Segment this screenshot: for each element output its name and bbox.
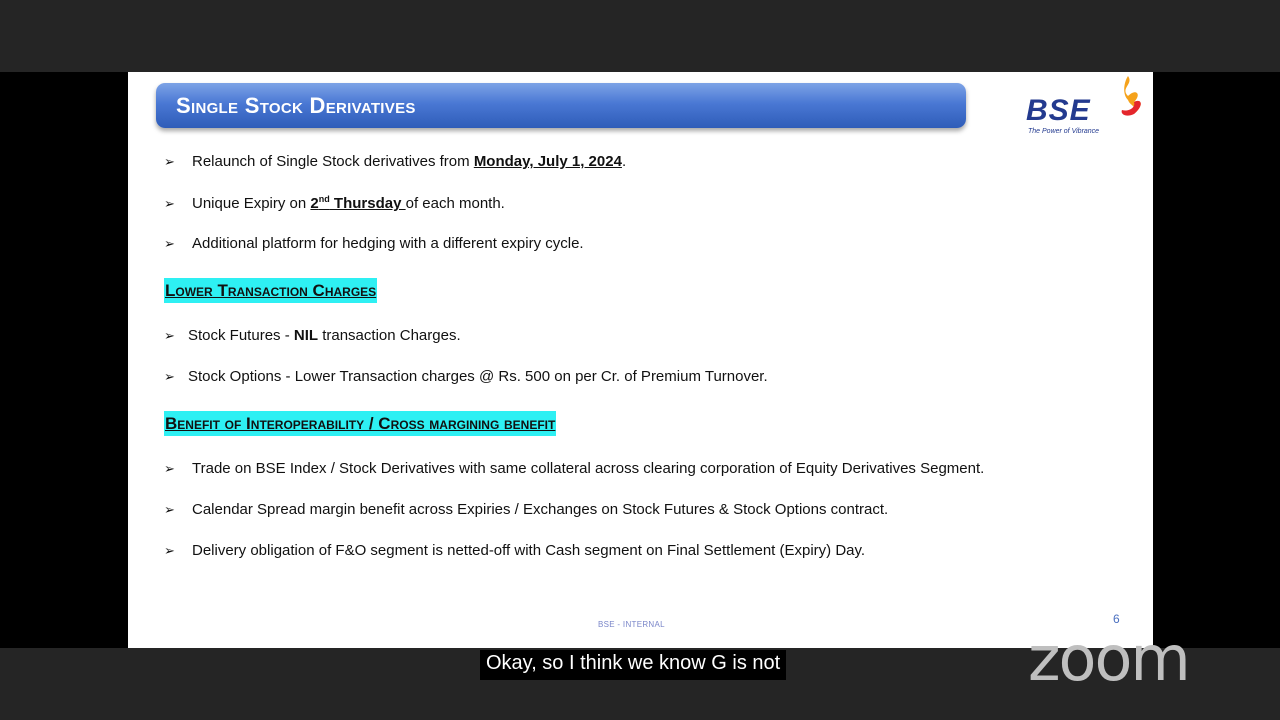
flame-icon	[1114, 76, 1144, 118]
heading-lower-charges: Lower Transaction Charges	[164, 278, 377, 303]
bullet-arrow-icon: ➢	[164, 196, 175, 211]
bullet-arrow-icon: ➢	[164, 328, 175, 343]
bullet-text: Trade on BSE Index / Stock Derivatives with same collateral across clearing corporation of Equity Derivatives Segment.	[192, 460, 985, 477]
bse-logo-text: BSE	[1026, 94, 1091, 127]
heading-interoperability: Benefit of Interoperability / Cross margining benefit	[164, 411, 556, 436]
bse-logo-tagline: The Power of Vibrance	[1028, 128, 1100, 135]
live-caption: Okay, so I think we know G is not	[480, 650, 786, 680]
bullet-text: Relaunch of Single Stock derivatives from Monday, July 1, 2024.	[192, 153, 627, 170]
bullet-arrow-icon: ➢	[164, 543, 175, 558]
bullet-text: Stock Options - Lower Transaction charges @ Rs. 500 on per Cr. of Premium Turnover.	[188, 368, 768, 385]
bullet-text: Delivery obligation of F&O segment is netted-off with Cash segment on Final Settlement (Expiry) Day.	[192, 542, 866, 559]
bullet-text: Unique Expiry on 2nd Thursday of each month.	[192, 194, 505, 212]
slide-title: Single Stock Derivatives	[176, 93, 416, 118]
slide-footer: BSE - INTERNAL	[598, 620, 665, 629]
bullet-expiry	[164, 194, 505, 212]
bullet-arrow-icon: ➢	[164, 369, 175, 384]
slide-page-number: 6	[1113, 612, 1120, 626]
bullet-arrow-icon: ➢	[164, 502, 175, 517]
bullet-hedging	[164, 235, 584, 252]
bullet-delivery	[164, 542, 865, 559]
bullet-stock-options	[164, 368, 768, 385]
bullet-relaunch	[164, 153, 626, 170]
bullet-arrow-icon: ➢	[164, 461, 175, 476]
slide-title-bar	[156, 83, 966, 128]
bullet-calendar-spread	[164, 501, 888, 518]
shared-slide	[128, 72, 1153, 648]
bullet-text: Additional platform for hedging with a different expiry cycle.	[192, 235, 584, 252]
bullet-trade	[164, 460, 984, 477]
video-top-bar	[0, 0, 1280, 72]
bullet-arrow-icon: ➢	[164, 154, 175, 169]
bullet-stock-futures	[164, 327, 461, 344]
bullet-text: Calendar Spread margin benefit across Expiries / Exchanges on Stock Futures & Stock Options contract.	[192, 501, 889, 518]
bullet-arrow-icon: ➢	[164, 236, 175, 251]
zoom-logo: zoom	[1028, 622, 1189, 695]
bullet-text: Stock Futures - NIL transaction Charges.	[188, 327, 461, 344]
bse-logo	[1026, 76, 1144, 138]
